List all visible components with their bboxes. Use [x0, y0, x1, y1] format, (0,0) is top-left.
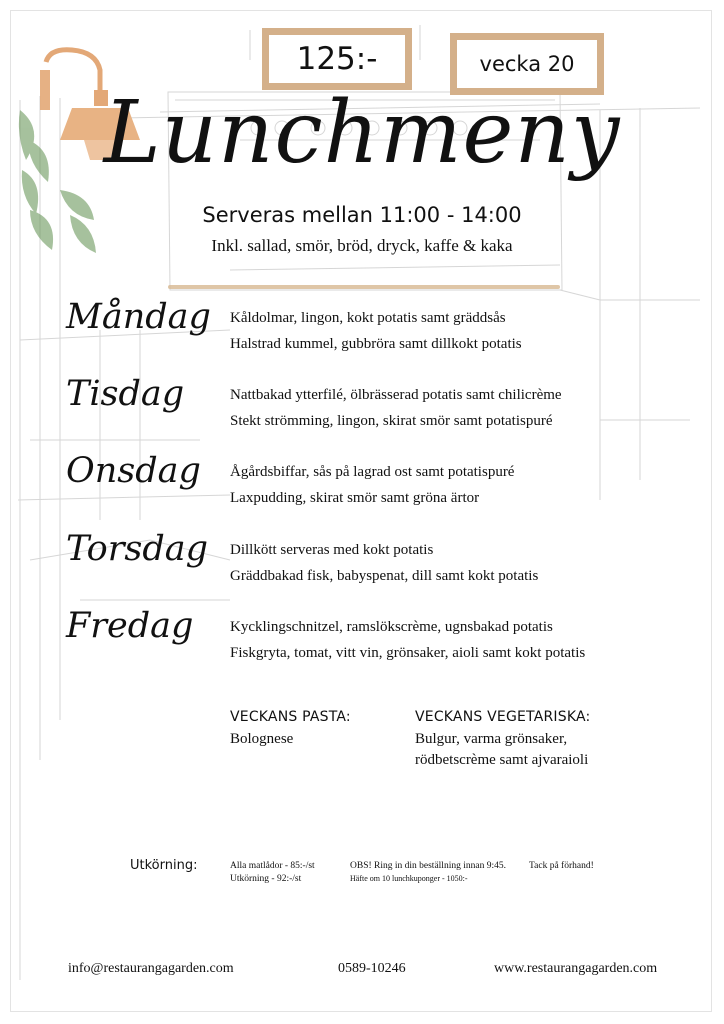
price-sign — [262, 28, 412, 90]
price-text: 125:- — [296, 41, 378, 77]
week-text: vecka 20 — [479, 52, 575, 76]
serving-time: Serveras mellan 11:00 - 14:00 — [202, 203, 522, 227]
dish-item: Kycklingschnitzel, ramslökscrème, ugnsbakad potatis — [230, 619, 553, 635]
weekly-pasta-dish: Bolognese — [230, 731, 294, 747]
dish-item: Fiskgryta, tomat, vitt vin, grönsaker, aioli samt kokt potatis — [230, 645, 586, 661]
included-items: Inkl. sallad, smör, bröd, dryck, kaffe & kaka — [211, 236, 513, 255]
footer-website[interactable]: www.restaurangagarden.com — [494, 961, 658, 976]
weekly-pasta-heading: VECKANS PASTA: — [230, 709, 351, 725]
delivery-label: Utkörning: — [130, 858, 198, 873]
day-name: Torsdag — [66, 529, 209, 569]
day-name: Onsdag — [66, 451, 201, 491]
coupon-info: Häfte om 10 lunchkuponger - 1050:- — [350, 874, 468, 883]
dish-item: Ågårdsbiffar, sås på lagrad ost samt potatispuré — [230, 464, 515, 480]
dish-item: Stekt strömming, lingon, skirat smör samt potatispuré — [230, 413, 553, 429]
dish-item: Nattbakad ytterfilé, ölbrässerad potatis samt chilicrème — [230, 387, 562, 403]
thanks-note: Tack på förhand! — [529, 861, 594, 871]
boxes-price: Alla matlådor - 85:-/st — [230, 861, 315, 871]
footer-phone[interactable]: 0589-10246 — [338, 961, 406, 976]
dish-item: Gräddbakad fisk, babyspenat, dill samt kokt potatis — [230, 568, 539, 584]
dish-item: Kåldolmar, lingon, kokt potatis samt gräddsås — [230, 310, 506, 326]
decorative-divider — [168, 285, 560, 289]
day-name: Tisdag — [66, 374, 185, 414]
weekly-veg-dish-line1: Bulgur, varma grönsaker, — [415, 731, 568, 747]
weekly-veg-dish-line2: rödbetscrème samt ajvaraioli — [415, 752, 589, 768]
day-name: Måndag — [66, 297, 211, 337]
delivery-price: Utkörning - 92:-/st — [230, 874, 302, 884]
weekly-veg-heading: VECKANS VEGETARISKA: — [415, 709, 591, 725]
day-name: Fredag — [66, 606, 194, 646]
dish-item: Laxpudding, skirat smör samt gröna ärtor — [230, 490, 480, 506]
order-notice: OBS! Ring in din beställning innan 9:45. — [350, 861, 506, 871]
dish-item: Halstrad kummel, gubbröra samt dillkokt potatis — [230, 336, 522, 352]
dish-item: Dillkött serveras med kokt potatis — [230, 542, 434, 558]
footer-email[interactable]: info@restaurangagarden.com — [68, 961, 234, 976]
page-title: Lunchmeny — [103, 83, 621, 183]
